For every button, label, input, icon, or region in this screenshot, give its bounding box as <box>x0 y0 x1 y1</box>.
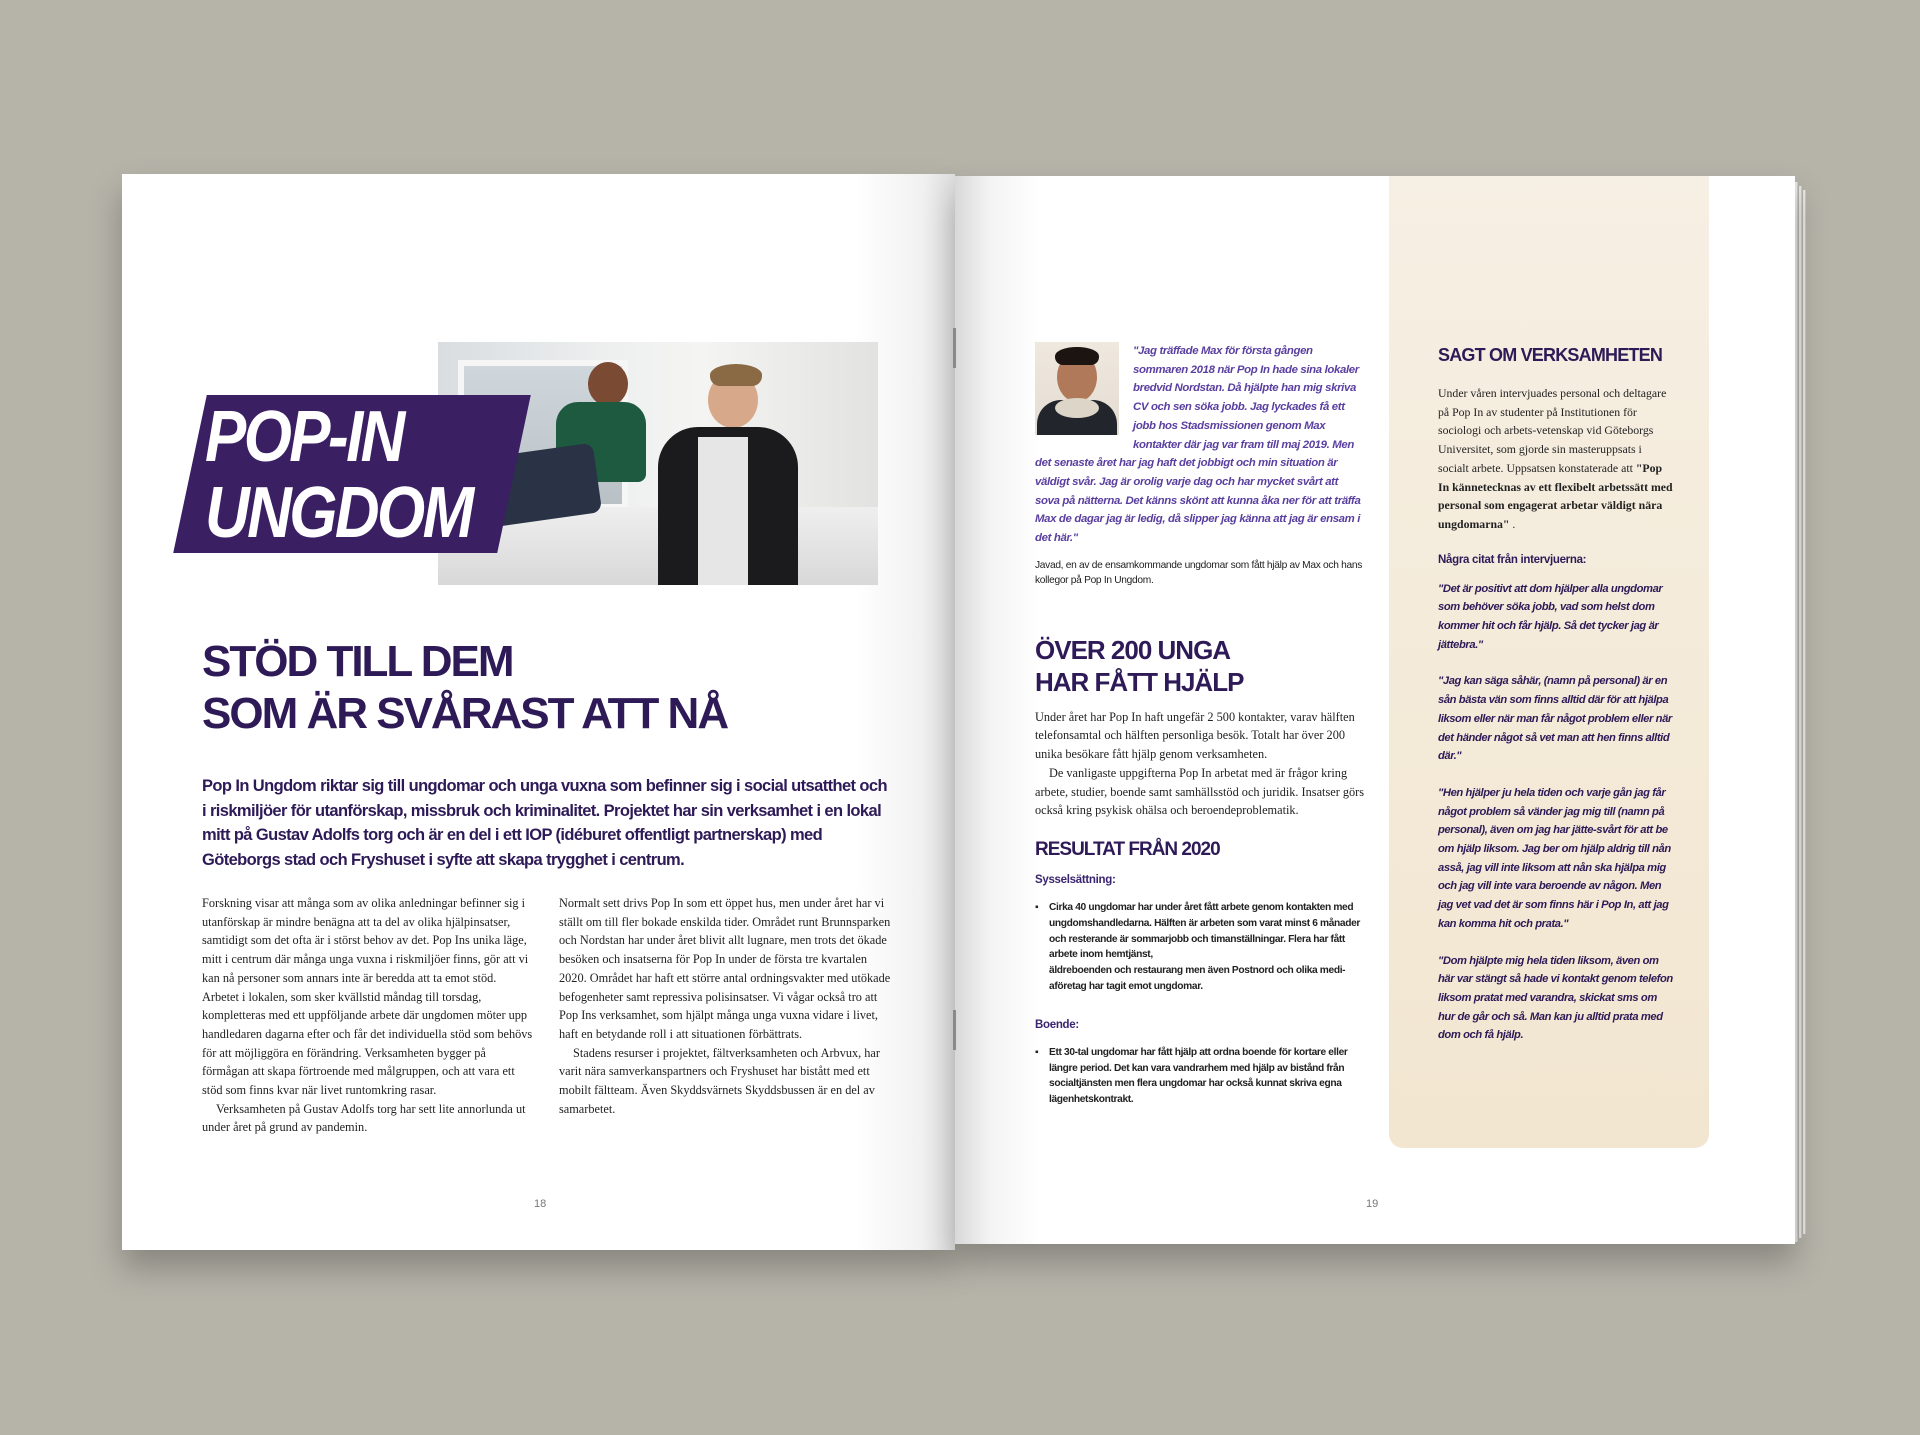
heading-line-2: HAR FÅTT HJÄLP <box>1035 666 1244 697</box>
intro-paragraph: Pop In Ungdom riktar sig till ungdomar och unga vuxna som befinner sig i social utsatthet och i riskmiljöer för utanförskap, missbruk och kriminalitet. Projektet har sin verksamhet i en lokal mitt på Gustav Adolfs torg och är en del i ett IOP (idéburet offentligt partnerskap) med Göteborgs stad och Fryshuset i syfte att skapa trygghet i centrum. <box>202 777 887 869</box>
binding-staple <box>953 328 956 368</box>
bullet-text: äldreboenden och restaurang men även Postnord och olika medi-aföretag har tagit emot ungdomar. <box>1049 965 1346 992</box>
employment-bullet <box>1035 900 1365 995</box>
sidebar-intro <box>1438 384 1673 534</box>
body-columns <box>202 894 892 1137</box>
paragraph: Forskning visar att många som av olika anledningar befinner sig i utanförskap är mindre benägna att ta del av olika hjälpinsatser, samtidigt som det ofta är i störst behov av det. Pop Ins unika läge, mitt i centrum där många unga vuxna i riskmiljöer finns, gör att vi kan nå personer som annars inte är beredda att ta emot stöd. Arbetet i lokalen, som sker kvällstid måndag till torsdag, kompletteras med ett uppföljande arbete där ungdomen möter upp handledaren dagarna efter och får det individuella stöd som behövs för att möjliggöra en förändring. Verksamheten bygger på förmågan att skapa förtroende med målgruppen, och att vara ett stöd som finns kvar när livet runtomkring rasar. <box>202 896 533 1098</box>
paragraph: Under året har Pop In haft ungefär 2 500 kontakter, varav hälften telefonsamtal och hälften personliga besök. Totalt har över 200 unika besökare fått hjälp genom verksamheten. <box>1035 709 1355 762</box>
intro-end: . <box>1509 516 1516 531</box>
page-title <box>202 636 892 740</box>
interview-quote: "Hen hjälper ju hela tiden och varje gån jag får något problem så vänder jag mig till (namn på personal), även om jag har jätte-svårt för att be om hjälp liksom. Jag ber om hjälp aldrig till nån asså, jag vill inte liksom att nån ska hjälpa mig och jag vill inte vara beroende av någon. Men jag vet vad det är som finns här i Pop In, att jag kan komma hit och prata." <box>1438 786 1671 930</box>
results-heading: RESULTAT FRÅN 2020 <box>1035 838 1220 860</box>
title-line-1: STÖD TILL DEM <box>202 637 513 686</box>
bullet-text: Cirka 40 ungdomar har under året fått arbete genom kontakten med ungdomshandledarna. Hälften är arbeten som varat minst 6 månader och resterande är sommarjobb och timanställningar. Flera har fått arbete inom hemtjänst, <box>1049 901 1361 961</box>
sidebar-heading: SAGT OM VERKSAMHETEN <box>1438 345 1663 365</box>
section-heading <box>1035 634 1365 698</box>
paragraph: De vanligaste uppgifterna Pop In arbetat med är frågor kring arbete, studier, boende samt samhällsstöd och juridik. Insatser görs också kring psykisk ohälsa och beroendeproblematik. <box>1035 765 1365 818</box>
intro-quote: "Pop In kännetecknas av ett flexibelt arbetssätt med personal som engagerat arbetar väldigt nära ungdomarna" <box>1438 460 1673 531</box>
testimonial-quote <box>1035 342 1365 548</box>
portrait-hood <box>1055 398 1099 418</box>
person-right-tshirt <box>698 437 748 585</box>
logo-line-1: POP-IN <box>205 397 403 477</box>
page-edge <box>1803 190 1806 1234</box>
person-right-hair <box>710 364 762 386</box>
intro-text: Under våren intervjuades personal och deltagare på Pop In av studenter på Institutionen för sociologi och arbets-vetenskap vid Göteborgs Universitet, som gjorde sin masteruppsats i socialt arbete. Uppsatsen konstaterade att <box>1438 386 1667 475</box>
logo-line-2: UNGDOM <box>205 473 472 553</box>
body-column-1 <box>202 894 535 1137</box>
paragraph: Verksamheten på Gustav Adolfs torg har sett lite annorlunda ut under året på grund av pandemin. <box>202 1101 526 1135</box>
sidebar-content <box>1438 345 1673 1063</box>
quotes-heading: Några citat från intervjuerna: <box>1438 553 1587 566</box>
interview-quote: "Det är positivt att dom hjälper alla ungdomar som behöver söka jobb, vad som helst dom kommer hit och får hjälp. Så det tycker jag är jättebra." <box>1438 582 1663 651</box>
title-line-2: SOM ÄR SVÅRAST ATT NÅ <box>202 689 728 738</box>
interview-quote: "Dom hjälpte mig hela tiden liksom, även om här var stängt så hade vi kontakt genom telefon liksom pratat med varandra, skickat sms om hur de går och så. Man kan ju alltid prata med dom och få hjälp. <box>1438 954 1673 1042</box>
page-edge <box>1795 182 1798 1242</box>
paragraph: Normalt sett drivs Pop In som ett öppet hus, men under året har vi ställt om till fler bokade enskilda tider. Området runt Brunnsparken och Nordstan har under året blivit allt lugnare, men trots det ökade besöken och insatserna för Pop In under de första tre kvartalen 2020. Området har haft ett större antal ordningsvakter med utökade befogenheter samt repressiva polisinsatser. Vi vågar också tro att Pop Ins verksamhet, som hjälpt många unga vuxna vidare i livet, haft en betydande roll i att situationen förbättrats. <box>559 896 891 1041</box>
page-edge <box>1799 186 1802 1238</box>
interview-quote: "Jag kan säga såhär, (namn på personal) är en sån bästa vän som finns alltid där för att hjälpa liksom eller när man får något problem eller när det händer något så vet man att hen finns alltid där." <box>1438 675 1672 763</box>
left-article <box>202 636 892 1137</box>
portrait-hair <box>1055 347 1099 365</box>
heading-line-1: ÖVER 200 UNGA <box>1035 634 1231 665</box>
employment-label: Sysselsättning: <box>1035 873 1116 886</box>
logo-pop-in-ungdom <box>205 399 480 551</box>
paragraph: Stadens resurser i projektet, fältverksamheten och Arbvux, har varit nära samverkanspartners och Fryshuset har bistått med ett mobilt fältteam. Även Skyddsvärnets Skyddsbussen är en del av samarbetet. <box>559 1045 880 1116</box>
right-body-text <box>1035 708 1365 820</box>
body-column-2 <box>559 894 892 1137</box>
housing-label: Boende: <box>1035 1018 1079 1031</box>
housing-bullet: ▪ Ett 30-tal ungdomar har fått hjälp att ordna boende för kortare eller längre period. Det kan vara vandrarhem med hjälp av bistånd från socialtjänsten men flera ungdomar har också kunnat skriva egna lägenhetskontrakt. <box>1035 1045 1365 1108</box>
page-number-right: 19 <box>1366 1198 1379 1210</box>
quote-caption: Javad, en av de ensamkommande ungdomar som fått hjälp av Max och hans kollegor på Pop In Ungdom. <box>1035 559 1362 586</box>
binding-staple <box>953 1010 956 1050</box>
quote-text: "Jag träffade Max för första gången sommaren 2018 när Pop In hade sina lokaler bredvid Nordstan. Då hjälpte han mig skriva CV och sen söka jobb. Jag lyckades få ett jobb hos Stadsmissionen genom Max kontakter där jag var fram till maj 2019. Men det senaste året har jag haft det jobbigt och min situation är väldigt svår. Jag är orolig varje dag och har mycket svårt att sova på nätterna. Det känns skönt att kunna åka ner för att träffa Max de dagar jag är ledig, då slipper jag känna att jag är ensam i det här." <box>1035 345 1361 545</box>
page-number-left: 18 <box>534 1198 547 1210</box>
person-left <box>588 362 628 406</box>
right-article <box>1035 342 1365 1108</box>
portrait-photo <box>1035 342 1119 435</box>
